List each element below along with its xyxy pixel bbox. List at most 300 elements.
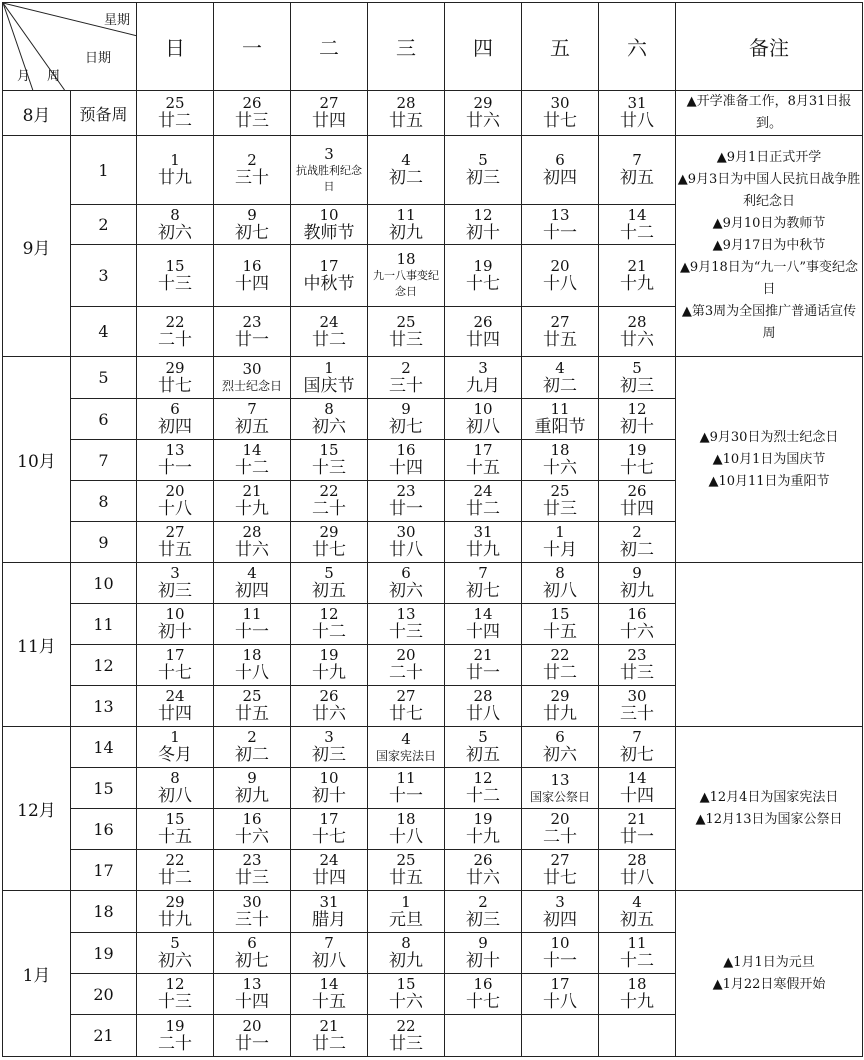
day-cell xyxy=(368,809,445,850)
lunar-date: 廿三 xyxy=(620,663,654,683)
day-cell xyxy=(137,136,214,205)
solar-date: 19 xyxy=(165,1016,185,1035)
month-label: 11月 xyxy=(3,563,71,727)
lunar-date: 十四 xyxy=(235,273,269,294)
day-cell xyxy=(214,850,291,891)
day-cell xyxy=(445,357,522,399)
solar-date: 5 xyxy=(632,358,642,377)
lunar-date: 初六 xyxy=(158,222,192,243)
day-cell xyxy=(214,522,291,563)
day-cell xyxy=(445,440,522,481)
day-cell xyxy=(368,768,445,809)
solar-date: 13 xyxy=(396,605,416,623)
day-cell xyxy=(137,245,214,307)
lunar-date: 初五 xyxy=(466,745,500,765)
lunar-date: 三十 xyxy=(235,168,269,188)
lunar-date: 廿三 xyxy=(235,868,269,888)
solar-date: 13 xyxy=(550,770,570,789)
solar-date: 14 xyxy=(627,769,647,787)
month-notes xyxy=(676,563,863,727)
solar-date: 18 xyxy=(396,810,416,828)
month-notes xyxy=(676,727,863,891)
day-cell xyxy=(214,891,291,933)
lunar-date: 廿五 xyxy=(235,704,269,724)
lunar-date: 初七 xyxy=(389,417,423,437)
note-item: ▲12月13日为国家公祭日 xyxy=(695,811,843,827)
day-cell xyxy=(599,891,676,933)
solar-date: 17 xyxy=(165,646,185,664)
day-cell xyxy=(368,522,445,563)
day-header-thu: 四 xyxy=(445,3,522,91)
lunar-date: 十一 xyxy=(543,222,577,243)
lunar-date: 廿三 xyxy=(235,111,269,131)
solar-date: 3 xyxy=(324,144,334,163)
lunar-date: 十四 xyxy=(389,458,423,478)
week-number: 12 xyxy=(71,645,137,686)
lunar-date: 十六 xyxy=(235,827,269,847)
month-label: 8月 xyxy=(3,91,71,136)
note-item: ▲1月1日为元旦 xyxy=(723,954,815,970)
lunar-date: 十一 xyxy=(543,951,577,971)
solar-date: 6 xyxy=(247,934,257,952)
solar-date: 10 xyxy=(319,769,339,787)
lunar-date: 廿六 xyxy=(466,111,500,131)
week-row xyxy=(3,91,863,136)
day-cell xyxy=(214,91,291,136)
day-cell xyxy=(291,1015,368,1057)
lunar-date: 十七 xyxy=(466,273,500,294)
solar-date: 1 xyxy=(555,523,565,541)
solar-date: 10 xyxy=(319,205,339,224)
lunar-date: 廿三 xyxy=(543,499,577,519)
day-cell xyxy=(214,481,291,522)
lunar-date: 中秋节 xyxy=(303,273,355,294)
lunar-date: 廿一 xyxy=(466,663,500,683)
solar-date: 14 xyxy=(319,975,339,993)
lunar-date: 初八 xyxy=(158,786,192,806)
lunar-date: 初七 xyxy=(235,222,269,243)
header-row xyxy=(3,3,863,91)
lunar-date: 初八 xyxy=(312,951,346,971)
week-number: 1 xyxy=(71,136,137,205)
day-cell xyxy=(599,933,676,974)
lunar-date: 十二 xyxy=(312,622,346,642)
month-label: 12月 xyxy=(3,727,71,891)
solar-date: 21 xyxy=(319,1016,339,1035)
day-cell xyxy=(599,974,676,1015)
lunar-date: 初三 xyxy=(466,909,500,930)
day-cell xyxy=(137,522,214,563)
day-cell xyxy=(599,245,676,307)
solar-date: 16 xyxy=(242,810,262,828)
day-cell xyxy=(291,136,368,205)
week-number: 10 xyxy=(71,563,137,604)
day-header-fri: 五 xyxy=(522,3,599,91)
solar-date: 24 xyxy=(319,851,339,869)
solar-date: 15 xyxy=(165,810,185,828)
solar-date: 17 xyxy=(550,975,570,993)
lunar-date: 十四 xyxy=(235,992,269,1012)
lunar-date: 廿四 xyxy=(158,704,192,724)
day-cell xyxy=(137,850,214,891)
day-cell xyxy=(137,205,214,245)
lunar-date: 十六 xyxy=(543,458,577,478)
lunar-date: 初五 xyxy=(620,909,654,930)
day-cell xyxy=(137,974,214,1015)
lunar-date: 三十 xyxy=(389,375,423,396)
lunar-date: 十九 xyxy=(312,663,346,683)
day-cell xyxy=(445,645,522,686)
solar-date: 15 xyxy=(396,975,416,993)
note-item: ▲9月3日为中国人民抗日战争胜利纪念日 xyxy=(677,172,861,209)
solar-date: 28 xyxy=(242,523,262,541)
lunar-date: 初十 xyxy=(466,951,500,971)
week-row xyxy=(3,357,863,399)
solar-date: 22 xyxy=(165,312,185,331)
solar-date: 19 xyxy=(319,646,339,664)
solar-date: 5 xyxy=(170,934,180,952)
note-item: ▲9月10日为教师节 xyxy=(712,216,826,231)
week-number: 16 xyxy=(71,809,137,850)
month-label: 10月 xyxy=(3,357,71,563)
solar-date: 12 xyxy=(165,975,185,993)
solar-date: 29 xyxy=(165,892,185,911)
day-cell xyxy=(522,440,599,481)
day-cell xyxy=(445,850,522,891)
day-header-wed: 三 xyxy=(368,3,445,91)
note-item: ▲12月4日为国家宪法日 xyxy=(699,789,839,805)
lunar-date: 廿九 xyxy=(543,704,577,724)
day-cell xyxy=(522,1015,599,1057)
lunar-date: 廿八 xyxy=(389,540,423,560)
solar-date: 29 xyxy=(319,523,339,541)
month-notes xyxy=(676,357,863,563)
day-cell xyxy=(368,307,445,357)
lunar-date: 初三 xyxy=(620,375,654,396)
solar-date: 1 xyxy=(401,892,411,911)
lunar-date: 十八 xyxy=(389,827,423,847)
lunar-date: 十九 xyxy=(466,827,500,847)
lunar-date: 二十 xyxy=(389,663,423,683)
solar-date: 6 xyxy=(401,564,411,582)
solar-date: 9 xyxy=(247,205,257,224)
lunar-date: 十九 xyxy=(620,273,654,294)
day-cell xyxy=(291,245,368,307)
day-cell xyxy=(522,727,599,768)
lunar-date: 初四 xyxy=(543,168,577,188)
day-cell xyxy=(445,91,522,136)
solar-date: 9 xyxy=(401,400,411,418)
lunar-date: 十三 xyxy=(158,992,192,1012)
lunar-date: 廿八 xyxy=(620,111,654,131)
day-cell xyxy=(368,481,445,522)
day-cell xyxy=(214,645,291,686)
solar-date: 3 xyxy=(170,564,180,582)
corner-date-label: 日期 xyxy=(85,51,112,66)
solar-date: 25 xyxy=(242,687,262,705)
lunar-date: 十七 xyxy=(466,992,500,1012)
solar-date: 13 xyxy=(550,205,570,224)
day-cell xyxy=(368,933,445,974)
day-cell xyxy=(599,809,676,850)
lunar-date: 国庆节 xyxy=(303,375,355,396)
solar-date: 20 xyxy=(242,1016,262,1035)
lunar-date: 十二 xyxy=(235,458,269,478)
month-notes xyxy=(676,91,863,136)
day-cell xyxy=(599,850,676,891)
day-cell xyxy=(522,91,599,136)
solar-date: 4 xyxy=(401,151,411,169)
day-cell xyxy=(445,563,522,604)
day-cell xyxy=(291,850,368,891)
lunar-date: 十八 xyxy=(543,992,577,1012)
day-cell xyxy=(522,136,599,205)
week-row xyxy=(3,727,863,768)
solar-date: 8 xyxy=(170,769,180,787)
solar-date: 17 xyxy=(319,810,339,828)
lunar-date: 初二 xyxy=(543,375,577,396)
lunar-date: 廿五 xyxy=(158,540,192,560)
solar-date: 25 xyxy=(165,94,185,112)
day-cell xyxy=(214,1015,291,1057)
solar-date: 26 xyxy=(627,482,647,500)
solar-date: 7 xyxy=(632,728,642,746)
solar-date: 27 xyxy=(550,312,570,331)
day-cell xyxy=(137,357,214,399)
day-cell xyxy=(137,1015,214,1057)
day-cell xyxy=(522,307,599,357)
solar-date: 29 xyxy=(473,94,493,112)
solar-date: 17 xyxy=(319,256,339,275)
solar-date: 23 xyxy=(242,851,262,869)
solar-date: 22 xyxy=(165,851,185,869)
day-cell xyxy=(214,809,291,850)
day-cell xyxy=(522,974,599,1015)
day-cell xyxy=(368,686,445,727)
day-header-sun: 日 xyxy=(137,3,214,91)
lunar-date: 廿二 xyxy=(543,663,577,683)
corner-weekday-label: 星期 xyxy=(103,13,130,28)
lunar-date: 廿一 xyxy=(235,1033,269,1054)
lunar-date: 十六 xyxy=(389,992,423,1012)
solar-date: 30 xyxy=(242,892,262,911)
lunar-date: 初三 xyxy=(158,581,192,601)
day-cell xyxy=(522,933,599,974)
day-cell xyxy=(522,809,599,850)
day-cell xyxy=(522,768,599,809)
day-cell xyxy=(522,481,599,522)
lunar-date: 元旦 xyxy=(389,909,423,930)
solar-date: 26 xyxy=(319,687,339,705)
notes-header: 备注 xyxy=(676,3,863,91)
day-cell xyxy=(137,727,214,768)
lunar-date: 十八 xyxy=(235,663,269,683)
solar-date: 25 xyxy=(396,851,416,869)
solar-date: 16 xyxy=(396,441,416,459)
day-cell xyxy=(291,933,368,974)
day-cell xyxy=(214,205,291,245)
lunar-date: 十七 xyxy=(620,458,654,478)
lunar-date: 初十 xyxy=(158,622,192,642)
solar-date: 9 xyxy=(632,564,642,582)
day-cell xyxy=(368,974,445,1015)
day-cell xyxy=(599,1015,676,1057)
day-cell xyxy=(445,891,522,933)
solar-date: 21 xyxy=(473,646,493,664)
lunar-date: 抗战胜利纪念日 xyxy=(296,163,362,193)
day-cell xyxy=(522,245,599,307)
lunar-date: 廿六 xyxy=(466,868,500,888)
note-item: ▲第3周为全国推广普通话宣传周 xyxy=(681,304,857,341)
solar-date: 16 xyxy=(473,975,493,993)
day-cell xyxy=(599,604,676,645)
solar-date: 7 xyxy=(324,934,334,952)
solar-date: 19 xyxy=(473,810,493,828)
solar-date: 2 xyxy=(247,151,257,169)
day-cell xyxy=(137,645,214,686)
week-number: 18 xyxy=(71,891,137,933)
month-notes xyxy=(676,136,863,357)
lunar-date: 九一八事变纪念日 xyxy=(373,269,439,298)
solar-date: 26 xyxy=(473,851,493,869)
day-cell xyxy=(599,686,676,727)
day-cell xyxy=(368,245,445,307)
note-item: ▲9月17日为中秋节 xyxy=(712,238,826,253)
day-cell xyxy=(291,91,368,136)
day-cell xyxy=(522,645,599,686)
day-cell xyxy=(137,891,214,933)
calendar-body xyxy=(3,3,863,1057)
day-cell xyxy=(214,307,291,357)
lunar-date: 廿四 xyxy=(620,499,654,519)
lunar-date: 十月 xyxy=(543,540,577,560)
lunar-date: 冬月 xyxy=(158,745,192,765)
day-cell xyxy=(599,768,676,809)
solar-date: 2 xyxy=(247,728,257,746)
solar-date: 12 xyxy=(627,400,647,418)
lunar-date: 初六 xyxy=(312,417,346,437)
lunar-date: 十二 xyxy=(620,951,654,971)
solar-date: 4 xyxy=(247,564,257,582)
solar-date: 7 xyxy=(632,151,642,169)
week-number: 21 xyxy=(71,1015,137,1057)
solar-date: 11 xyxy=(396,769,416,787)
day-cell xyxy=(445,727,522,768)
month-label: 1月 xyxy=(3,891,71,1057)
lunar-date: 十三 xyxy=(158,273,192,294)
lunar-date: 烈士纪念日 xyxy=(221,379,282,393)
solar-date: 27 xyxy=(550,851,570,869)
day-cell xyxy=(291,205,368,245)
note-item: ▲1月22日寒假开始 xyxy=(712,976,826,992)
solar-date: 7 xyxy=(478,564,488,582)
solar-date: 12 xyxy=(473,769,493,787)
day-cell xyxy=(137,768,214,809)
day-cell xyxy=(522,563,599,604)
week-number: 9 xyxy=(71,522,137,563)
solar-date: 8 xyxy=(170,205,180,224)
lunar-date: 廿九 xyxy=(466,540,500,560)
week-number: 17 xyxy=(71,850,137,891)
solar-date: 13 xyxy=(165,441,185,459)
solar-date: 16 xyxy=(627,605,647,623)
lunar-date: 初四 xyxy=(158,417,192,437)
week-number: 20 xyxy=(71,974,137,1015)
day-cell xyxy=(137,563,214,604)
solar-date: 21 xyxy=(242,482,262,500)
solar-date: 21 xyxy=(627,256,647,275)
lunar-date: 廿六 xyxy=(620,329,654,350)
lunar-date: 初四 xyxy=(543,909,577,930)
lunar-date: 初六 xyxy=(389,581,423,601)
lunar-date: 初七 xyxy=(235,951,269,971)
solar-date: 30 xyxy=(242,360,262,378)
school-calendar-table xyxy=(2,2,863,1057)
lunar-date: 十八 xyxy=(158,499,192,519)
solar-date: 28 xyxy=(627,851,647,869)
day-cell xyxy=(291,440,368,481)
solar-date: 15 xyxy=(550,605,570,623)
solar-date: 4 xyxy=(401,729,411,748)
solar-date: 3 xyxy=(324,728,334,746)
day-cell xyxy=(522,604,599,645)
week-number: 4 xyxy=(71,307,137,357)
lunar-date: 廿五 xyxy=(389,868,423,888)
day-cell xyxy=(291,399,368,440)
solar-date: 28 xyxy=(627,312,647,331)
lunar-date: 廿四 xyxy=(466,329,500,350)
lunar-date: 廿四 xyxy=(312,868,346,888)
solar-date: 10 xyxy=(165,605,185,623)
day-cell xyxy=(214,440,291,481)
lunar-date: 初九 xyxy=(389,222,423,243)
solar-date: 27 xyxy=(165,523,185,541)
solar-date: 19 xyxy=(473,256,493,275)
note-item: ▲9月1日正式开学 xyxy=(716,150,822,165)
lunar-date: 廿七 xyxy=(389,704,423,724)
solar-date: 8 xyxy=(324,400,334,418)
note-item: ▲开学准备工作，8月31日报到。 xyxy=(686,94,852,131)
lunar-date: 初九 xyxy=(620,581,654,601)
lunar-date: 廿七 xyxy=(158,375,192,396)
solar-date: 24 xyxy=(165,687,185,705)
lunar-date: 廿一 xyxy=(620,827,654,847)
lunar-date: 廿七 xyxy=(312,540,346,560)
week-number: 14 xyxy=(71,727,137,768)
day-cell xyxy=(368,645,445,686)
week-number: 8 xyxy=(71,481,137,522)
day-cell xyxy=(368,399,445,440)
solar-date: 12 xyxy=(319,605,339,623)
day-cell xyxy=(368,891,445,933)
solar-date: 24 xyxy=(319,312,339,331)
corner-month-label: 月 xyxy=(17,69,31,84)
day-cell xyxy=(445,245,522,307)
day-cell xyxy=(291,604,368,645)
day-cell xyxy=(214,357,291,399)
lunar-date: 国家公祭日 xyxy=(529,789,590,804)
lunar-date: 教师节 xyxy=(303,222,355,243)
day-cell xyxy=(368,727,445,768)
day-cell xyxy=(599,481,676,522)
solar-date: 11 xyxy=(242,605,262,623)
lunar-date: 初三 xyxy=(312,745,346,765)
day-cell xyxy=(137,91,214,136)
month-notes xyxy=(676,891,863,1057)
corner-week-label: 周 xyxy=(47,69,61,84)
lunar-date: 廿七 xyxy=(543,111,577,131)
day-header-sat: 六 xyxy=(599,3,676,91)
